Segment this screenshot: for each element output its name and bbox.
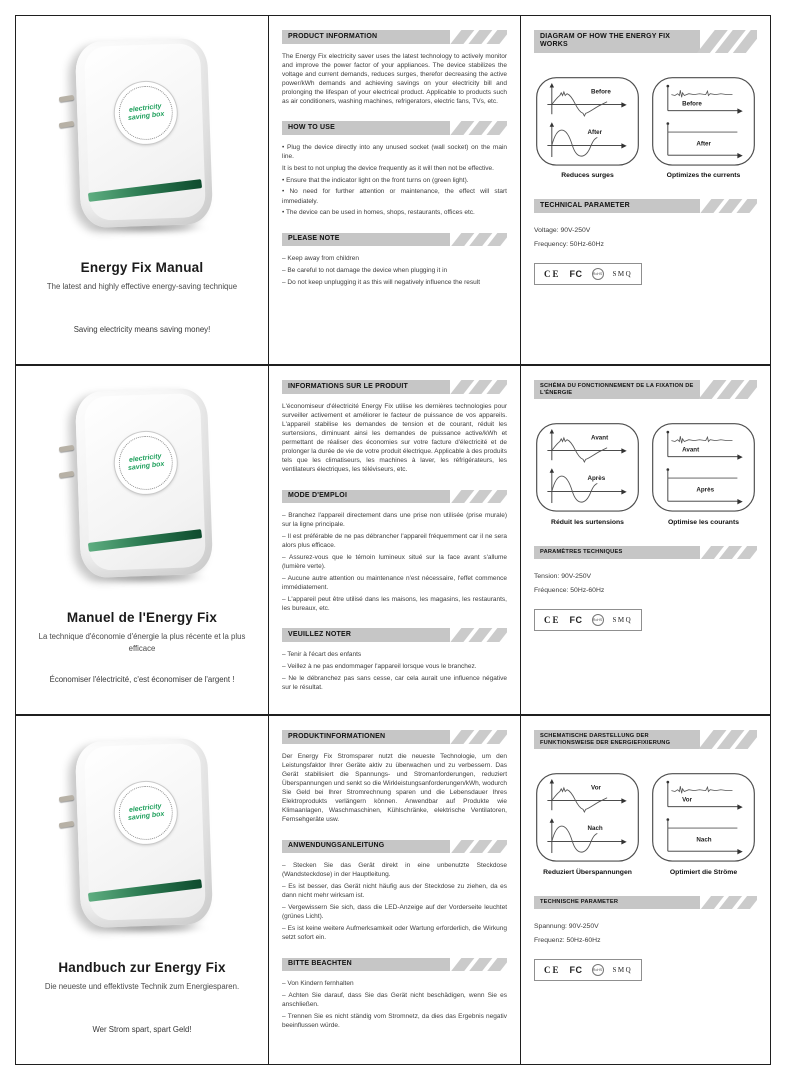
plug-pin [59,95,75,102]
section-heading: PRODUKTINFORMATIONEN [288,732,386,740]
section-heading: ANWENDUNGSANLEITUNG [288,842,385,849]
section-heading: BITTE BEACHTEN [288,960,352,967]
diagram-column [520,16,770,364]
section-heading: TECHNICAL PARAMETER [540,201,630,209]
diagram-column [520,366,770,714]
manual-panel [15,365,771,715]
manual-title: Manuel de l'Energy Fix [66,610,218,625]
manual-subtitle: La technique d'économie d'énergie la plus récente et la plus efficace [38,632,246,653]
note-bullet-list [282,254,507,287]
manual-tagline: Wer Strom spart, spart Geld! [92,1025,192,1034]
bullet-item: – Achten Sie darauf, dass Sie das Gerät nicht beschädigen, wenn Sie es anschließen. [282,991,507,1009]
device-photo [68,740,216,930]
before-label: Before [682,99,702,107]
surge-diagram-caption: Réduit les surtensions [551,518,624,526]
manual-title: Handbuch zur Energy Fix [58,960,226,975]
device-badge-text: electricity saving box [127,103,165,123]
bullet-item: – Stecken Sie das Gerät direkt in eine unbenutzte Steckdose (Wandsteckdose) in der Hauptleitung. [282,862,507,879]
bullet-item: – L'appareil peut être utilisé dans les maisons, les magasins, les restaurants, les bureaux, etc. [282,596,507,613]
smq-mark-icon: SMQ [612,615,633,624]
manual-panels [15,15,771,1065]
note-bullet-list [282,979,507,1030]
section-header [534,730,757,749]
frequency-value: Frequenz: 50Hz-60Hz [534,937,601,945]
ce-mark-icon: CE [544,614,561,625]
bullet-item: – Es ist besser, das Gerät nicht häufig aus der Steckdose zu ziehen, da es dann nicht mehr wirksam ist. [282,883,507,900]
diagram-row [534,421,757,526]
technical-parameters [534,920,757,949]
section-heading: VEUILLEZ NOTER [288,630,352,638]
after-label: After [587,128,603,136]
header-stripes-decoration [706,30,757,53]
section-heading: PRODUCT INFORMATION [288,32,378,40]
fcc-mark-icon: FC [569,964,583,975]
bullet-item: – Veillez à ne pas endommager l'appareil lorsque vous le branchez. [282,662,477,670]
cover-column [16,366,268,714]
cover-column [16,716,268,1064]
technical-parameter-section [534,896,757,981]
plug-pin [59,471,75,478]
section-header [282,380,507,394]
product-info-section [282,380,507,475]
section-header [282,30,507,44]
surge-diagram-figure [534,421,641,526]
section-header [282,233,507,247]
fcc-mark-icon: FC [569,268,583,279]
after-label: Après [696,486,715,494]
header-stripes-decoration [706,380,757,399]
manual-tagline: Économiser l'électricité, c'est économiser de l'argent ! [49,675,235,684]
usage-bullet-list [282,511,507,613]
rohs-mark-icon: RoHS [592,614,604,626]
instructions-column [268,16,520,364]
bullet-item: – Keep away from children [282,255,359,263]
how-to-use-section [282,121,507,217]
section-header [534,380,757,399]
manual-title: Energy Fix Manual [80,260,204,275]
product-info-text: The Energy Fix electricity saver uses the latest technology to actively monitor and improve the power factor of your appliances. The device stabilizes the voltage and current demands, reduces surges, therefor decreasing the active power/kWh demands and achieving savings on your electricity bill and prolonging the lifespan of your electrical product. Applicable to products such as air conditioners, washing machines, refrigerators, electric fans, TVs, etc. [282,52,507,106]
device-body [75,38,213,228]
section-header [282,121,507,135]
smq-mark-icon: SMQ [612,269,633,278]
after-label: Nach [587,825,603,833]
surge-diagram-figure [534,75,641,180]
section-heading: DIAGRAM OF HOW THE ENERGY FIX WORKS [540,32,671,49]
header-stripes-decoration [706,730,757,749]
current-diagram-figure [650,771,757,876]
header-stripes-decoration [456,730,507,744]
section-heading: HOW TO USE [288,123,335,131]
device-photo [68,390,216,580]
device-badge-text: electricity saving box [127,453,165,473]
technical-parameter-section [534,546,757,631]
product-info-section [282,30,507,106]
after-label: Nach [696,836,712,844]
voltage-value: Spannung: 90V-250V [534,922,599,930]
device-body [75,388,213,578]
section-heading: INFORMATIONS SUR LE PRODUIT [288,382,408,390]
bullet-item: • No need for further attention or maintenance, the effect will start immediately. [282,188,507,205]
after-label: Après [587,475,606,483]
before-label: Vor [591,784,602,792]
ce-mark-icon: CE [544,964,561,975]
section-header [534,199,757,213]
manual-subtitle: Die neueste und effektivste Technik zum Energiesparen. [44,982,240,991]
section-header [282,628,507,642]
product-info-section [282,730,507,825]
technical-parameter-section [534,199,757,284]
header-stripes-decoration [456,628,507,642]
bullet-item: – Aucune autre attention ou maintenance n'est nécessaire, l'effet commence immédiatement. [282,575,507,592]
note-bullet-list [282,650,507,692]
before-label: Vor [682,796,693,804]
plug-pin [59,121,75,128]
surge-diagram-caption: Reduziert Überspannungen [543,868,632,876]
bullet-item: – Be careful to not damage the device when plugging it in [282,267,448,275]
bullet-item: – Ne le débranchez pas sans cesse, car cela aurait une influence négative sur le résultat. [282,674,507,691]
ce-mark-icon: CE [544,268,561,279]
certification-marks [534,959,642,981]
manual-panel [15,715,771,1065]
section-header [282,958,507,972]
voltage-value: Tension: 90V-250V [534,572,592,580]
section-header [282,490,507,504]
header-stripes-decoration [456,121,507,135]
bullet-item: – Von Kindern fernhalten [282,980,354,988]
section-heading: SCHEMATISCHE DARSTELLUNG DER FUNKTIONSWEISE DER ENERGIEFIXIERUNG [540,732,671,746]
current-diagram-caption: Optimise les courants [667,518,739,526]
bullet-item: – Vergewissern Sie sich, dass die LED-Anzeige auf der Vorderseite leuchtet (grünes Licht). [282,904,507,921]
please-note-section [282,233,507,287]
diagram-row [534,771,757,876]
plug-pin [59,445,75,452]
surge-diagram-figure [534,771,641,876]
diagram-column [520,716,770,1064]
bullet-item: • Ensure that the indicator light on the front turns on (green light). [282,176,469,184]
diagram-row [534,75,757,180]
bullet-item: – Es ist keine weitere Aufmerksamkeit oder Wartung erforderlich, die Wirkung setzt sofort ein. [282,925,507,942]
surge-diagram-caption: Reduces surges [561,172,614,180]
voltage-value: Voltage: 90V-250V [534,226,591,234]
bullet-item: • Plug the device directly into any unused socket (wall socket) on the main line. [282,144,507,161]
fcc-mark-icon: FC [569,614,583,625]
before-label: Avant [682,446,700,454]
instructions-column [268,366,520,714]
please-note-section [282,628,507,692]
header-stripes-decoration [456,840,507,854]
smq-mark-icon: SMQ [612,965,633,974]
device-body [75,738,213,928]
frequency-value: Frequency: 50Hz-60Hz [534,241,604,249]
bullet-item: • The device can be used in homes, shops, restaurants, offices etc. [282,209,475,217]
section-header [282,840,507,854]
bullet-item: – Assurez-vous que le témoin lumineux situé sur la face avant s'allume (lumière verte). [282,554,507,571]
how-to-use-section [282,490,507,614]
certification-marks [534,263,642,285]
bullet-item: – Branchez l'appareil directement dans une prise non utilisée (prise murale) sur la ligne principale. [282,512,507,529]
header-stripes-decoration [456,380,507,394]
bullet-item: – Trennen Sie es nicht ständig vom Stromnetz, da dies das Ergebnis negativ beeinflussen würde. [282,1012,507,1030]
plug-pin [59,795,75,802]
current-diagram-figure [650,421,757,526]
section-header [282,730,507,744]
usage-bullet-list [282,143,507,218]
header-stripes-decoration [706,546,757,559]
section-heading: PLEASE NOTE [288,235,340,243]
technical-parameters [534,224,757,253]
surge-waveform-diagram [534,421,641,514]
frequency-value: Fréquence: 50Hz-60Hz [534,587,605,595]
after-label: After [696,139,711,147]
current-waveform-diagram [650,421,757,514]
bullet-item: It is best to not unplug the device frequently as it will then not be effective. [282,165,494,172]
certification-marks [534,609,642,631]
bullet-item: – Tenir à l'écart des enfants [282,651,362,659]
section-heading: PARAMÈTRES TECHNIQUES [540,548,623,555]
current-diagram-figure [650,75,757,180]
section-header [534,896,757,909]
cover-column [16,16,268,364]
usage-bullet-list [282,861,507,942]
plug-pin [59,821,75,828]
instructions-column [268,716,520,1064]
bullet-item: – Do not keep unplugging it as this will negatively influence the result [282,278,481,286]
current-diagram-caption: Optimiert die Ströme [669,868,738,876]
section-header [534,546,757,559]
bullet-item: – Il est préférable de ne pas débrancher l'appareil fréquemment car il ne sera alors plus efficace. [282,533,507,550]
surge-waveform-diagram [534,771,641,864]
manual-subtitle: The latest and highly effective energy-saving technique [46,282,238,291]
before-label: Avant [591,434,609,442]
current-waveform-diagram [650,771,757,864]
device-badge-text: electricity saving box [127,803,165,823]
product-info-text: L'économiseur d'électricité Energy Fix utilise les dernières technologies pour surveiller activement et améliorer le facteur de puissance de vos appareils. L'appareil stabilise les demandes de tension et de courant, réduit les surtensions, diminuant ainsi les demandes de puissance active/kWh et permettant de réaliser des économies sur votre facture d'électricité et de prolonger la durée de vie de votre produit électrique. Applicable à des produits tels que les climatiseurs, les machines à laver, les réfrigérateurs, les ventilateurs électriques, les téléviseurs, etc. [282,402,507,474]
current-waveform-diagram [650,75,757,168]
header-stripes-decoration [456,30,507,44]
manual-tagline: Saving electricity means saving money! [73,325,211,334]
section-heading: MODE D'EMPLOI [288,492,348,499]
section-heading: SCHÉMA DU FONCTIONNEMENT DE LA FIXATION DE L'ÉNERGIE [540,382,694,396]
header-stripes-decoration [706,896,757,909]
how-to-use-section [282,840,507,943]
header-stripes-decoration [706,199,757,213]
rohs-mark-icon: RoHS [592,268,604,280]
manual-panel [15,15,771,365]
before-label: Before [591,88,611,96]
surge-waveform-diagram [534,75,641,168]
section-header [534,30,757,53]
section-heading: TECHNISCHE PARAMETER [540,898,619,905]
rohs-mark-icon: RoHS [592,964,604,976]
header-stripes-decoration [456,958,507,972]
header-stripes-decoration [456,490,507,504]
device-photo [68,40,216,230]
header-stripes-decoration [456,233,507,247]
technical-parameters [534,570,757,599]
current-diagram-caption: Optimizes the currents [666,172,741,180]
please-note-section [282,958,507,1031]
product-info-text: Der Energy Fix Stromsparer nutzt die neueste Technologie, um den Leistungsfaktor Ihrer Geräte aktiv zu überwachen und zu verbessern. Das Gerät stabilisiert die Spannungs- und Stromanforderungen, reduziert Überspannungen und senkt so die Wirkleistungsanforderungen/kWh, wodurch Sie Geld bei Ihrer Stromrechnung sparen und die Lebensdauer Ihres Elektroprodukts verlängern können. Anwendbar auf Produkte wie Klimaanlagen, Waschmaschinen, Kühlschränke, elektrische Ventilatoren, Fernsehgeräte usw. [282,752,507,824]
